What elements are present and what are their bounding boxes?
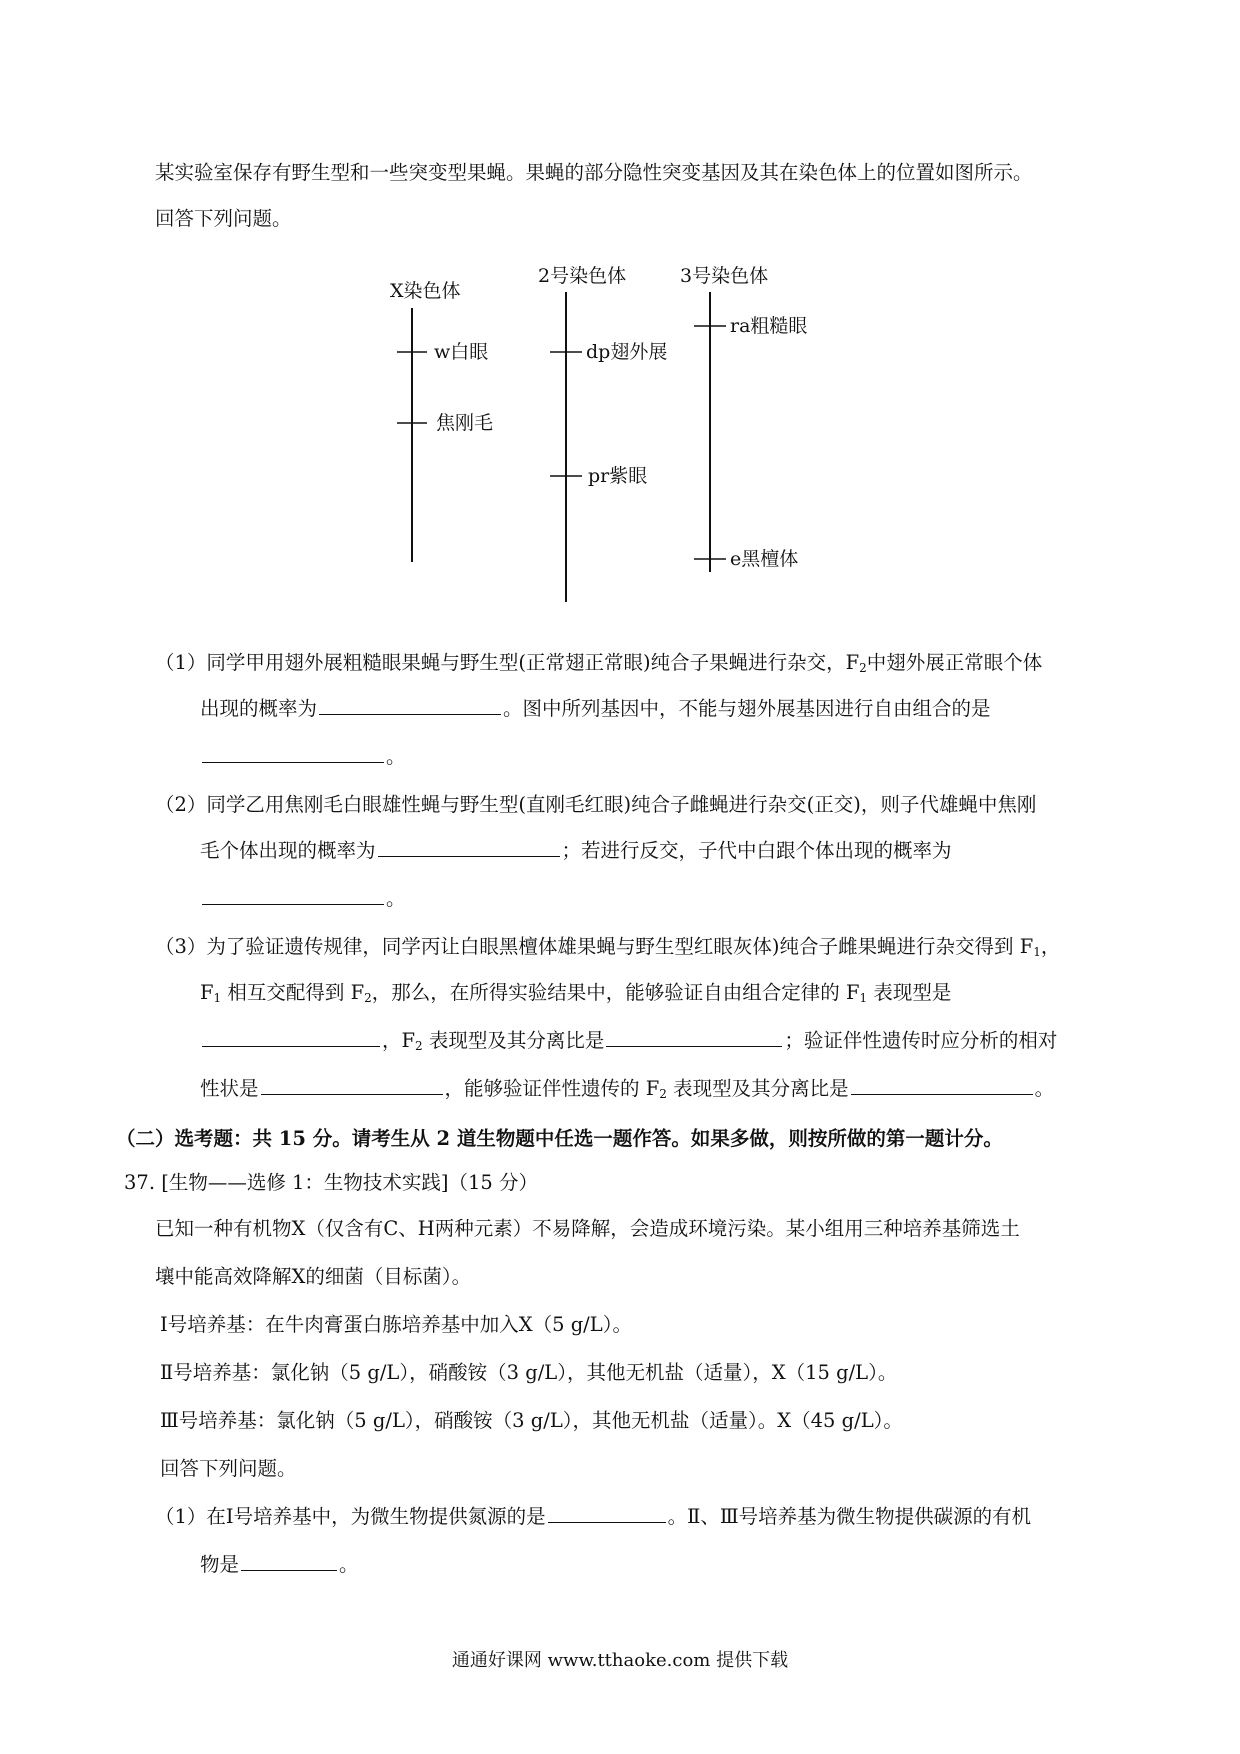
q3-text-4d: 。 [1034,1077,1055,1100]
q37-text-2b: 。 [339,1553,359,1576]
q3-text-4b: ，能够验证伴性遗传的 F [444,1077,660,1100]
q37-ask: 回答下列问题。 [160,1457,297,1480]
gene-label-ra: ra粗糙眼 [730,315,808,337]
intro-line-1: 某实验室保存有野生型和一些突变型果蝇。果蝇的部分隐性突变基因及其在染色体上的位置如图所示。 [155,161,1033,184]
medium-3: Ⅲ号培养基：氯化钠（5 g/L），硝酸铵（3 g/L），其他无机盐（适量）。X（45 g/L）。 [160,1409,903,1432]
q3-text-2c: ，那么，在所得实验结果中，能够验证自由组合定律的 F [371,981,860,1004]
subscript: 1 [859,991,868,1005]
q3-text-2a: F [200,981,214,1004]
intro-line-2: 回答下列问题。 [155,207,292,230]
chromosome-title-x: X染色体 [390,280,461,302]
gene-label-dp: dp翅外展 [586,341,668,363]
gene-label-e: e黑檀体 [730,548,799,570]
q1-text-2a: 出现的概率为 [200,697,318,720]
q3-text-2b: 相互交配得到 F [221,981,365,1004]
answer-blank[interactable] [202,1026,380,1047]
q37-header: 37. [生物——选修 1：生物技术实践]（15 分） [124,1171,539,1194]
medium-1: Ⅰ号培养基：在牛肉膏蛋白胨培养基中加入X（5 g/L）。 [160,1313,632,1336]
q37-sub1-line-1 [155,1502,1031,1532]
footer-watermark: 通通好课网 www.tthaoke.com 提供下载 [451,1650,789,1671]
q2-line-3 [200,884,406,914]
q37-text-1a: （1）在Ⅰ号培养基中，为微生物提供氮源的是 [155,1505,546,1528]
answer-blank[interactable] [319,694,501,715]
answer-blank[interactable] [261,1074,443,1095]
subscript: 1 [1033,945,1041,959]
chromosome-diagram [350,250,890,620]
q37-para-2: 壤中能高效降解X的细菌（目标菌）。 [155,1265,472,1288]
q3-line-2 [200,978,951,1008]
gene-label-pr: pr紫眼 [588,465,648,487]
answer-blank[interactable] [851,1074,1033,1095]
q2-text-3: 。 [386,887,406,910]
q1-text-1b: 中翅外展正常眼个体 [866,651,1043,674]
q2-text-2b: ；若进行反交，子代中白跟个体出现的概率为 [561,839,952,862]
q3-text-3c: ；验证伴性遗传时应分析的相对 [784,1029,1058,1052]
chromosome-title-2: 2号染色体 [538,265,627,287]
q3-text-1end: ， [1040,935,1061,958]
answer-blank[interactable] [241,1550,337,1571]
gene-label-sn: 焦刚毛 [436,412,494,434]
answer-blank[interactable] [378,836,560,857]
q3-text-3b: 表现型及其分离比是 [422,1029,605,1052]
section-heading: （二）选考题：共 15 分。请考生从 2 道生物题中任选一题作答。如果多做，则按所做的第一题计分。 [116,1127,1003,1150]
q3-text-3a: ，F [382,1029,416,1052]
q3-line-4 [200,1074,1054,1104]
q37-text-2a: 物是 [200,1553,240,1576]
q1-line-2 [200,694,991,724]
subscript: 2 [364,991,372,1005]
q37-text-1b: 。Ⅱ、Ⅲ号培养基为微生物提供碳源的有机 [667,1505,1032,1528]
medium-2: Ⅱ号培养基：氯化钠（5 g/L），硝酸铵（3 g/L），其他无机盐（适量），X（15 g/L）。 [160,1361,898,1384]
q3-line-3 [200,1026,1057,1056]
q37-para-1: 已知一种有机物X（仅含有C、H两种元素）不易降解，会造成环境污染。某小组用三种培养基筛选土 [155,1217,1020,1240]
q2-line-2 [200,836,952,866]
q3-text-4c: 表现型及其分离比是 [666,1077,849,1100]
chromosome-title-3: 3号染色体 [680,265,769,287]
subscript: 2 [659,1087,667,1101]
answer-blank[interactable] [202,884,384,905]
q2-text-2a: 毛个体出现的概率为 [200,839,376,862]
subscript: 2 [859,661,867,675]
answer-blank[interactable] [548,1502,666,1523]
gene-label-w: w白眼 [434,341,489,363]
q3-line-1 [155,932,1060,962]
subscript: 2 [415,1039,423,1053]
subscript: 1 [213,991,222,1005]
q2-line-1: （2）同学乙用焦刚毛白眼雄性蝇与野生型(直刚毛红眼)纯合子雌蝇进行杂交(正交)，则子代雄蝇中焦刚 [155,793,1037,816]
q1-text-2b: 。图中所列基因中，不能与翅外展基因进行自由组合的是 [503,697,991,720]
q1-text-3: 。 [386,745,406,768]
q1-text-1: （1）同学甲用翅外展粗糙眼果蝇与野生型(正常翅正常眼)纯合子果蝇进行杂交，F [155,651,860,674]
q1-line-1 [155,648,1042,678]
q3-text-4a: 性状是 [200,1077,259,1100]
answer-blank[interactable] [606,1026,782,1047]
q3-text-2d: 表现型是 [867,981,952,1004]
answer-blank[interactable] [202,742,384,763]
q37-sub1-line-2 [200,1550,359,1580]
q1-line-3 [200,742,406,772]
q3-text-1: （3）为了验证遗传规律，同学丙让白眼黑檀体雄果蝇与野生型红眼灰体)纯合子雌果蝇进行杂交得到 F [155,935,1034,958]
